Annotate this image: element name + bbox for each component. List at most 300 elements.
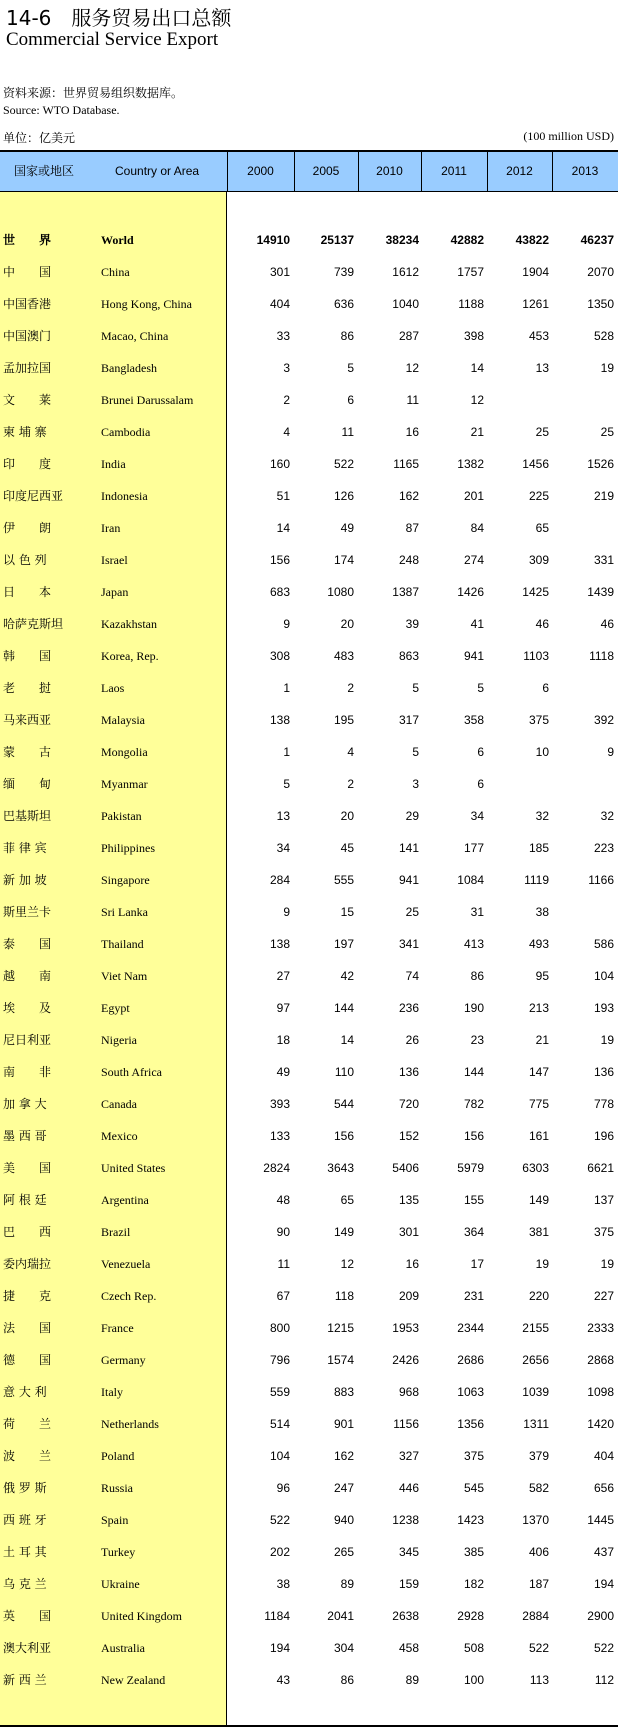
value-cell: 42 <box>340 969 354 983</box>
value-cell: 483 <box>333 649 354 663</box>
value-cell: 265 <box>333 1545 354 1559</box>
value-cell: 2686 <box>457 1353 484 1367</box>
country-name-cn: 缅 甸 <box>3 777 52 791</box>
value-cell: 1 <box>283 681 290 695</box>
value-cell: 39 <box>405 617 419 631</box>
table-row <box>0 768 618 800</box>
table-row <box>0 800 618 832</box>
value-cell <box>564 384 614 416</box>
country-name-en: Australia <box>101 1641 145 1655</box>
table-row <box>0 640 618 672</box>
value-cell: 96 <box>276 1481 290 1495</box>
value-cell: 34 <box>470 809 484 823</box>
table-row <box>0 896 618 928</box>
country-name-en: Sri Lanka <box>101 905 148 919</box>
value-cell: 5979 <box>457 1161 484 1175</box>
value-cell: 2 <box>283 393 290 407</box>
value-cell: 1423 <box>457 1513 484 1527</box>
country-name-en: United States <box>101 1161 166 1175</box>
country-name-en: Turkey <box>101 1545 136 1559</box>
value-cell: 1184 <box>264 1609 290 1623</box>
source-note-cn: 资料来源：世界贸易组织数据库。 <box>3 86 184 100</box>
value-cell: 1526 <box>587 457 614 471</box>
header-year: 2012 <box>506 164 533 178</box>
country-name-en: Mongolia <box>101 745 148 759</box>
table-row <box>0 864 618 896</box>
value-cell: 32 <box>535 809 549 823</box>
country-name-cn: 老 挝 <box>3 681 52 695</box>
value-cell: 89 <box>340 1577 354 1591</box>
value-cell: 223 <box>593 841 614 855</box>
value-cell: 941 <box>463 649 484 663</box>
value-cell: 379 <box>528 1449 549 1463</box>
value-cell: 138 <box>269 713 290 727</box>
country-name-en: Mexico <box>101 1129 138 1143</box>
value-cell: 118 <box>334 1289 354 1303</box>
country-name-en: Hong Kong, China <box>101 297 192 311</box>
value-cell: 778 <box>593 1097 614 1111</box>
country-name-en: Laos <box>101 681 125 695</box>
value-cell: 1356 <box>457 1417 484 1431</box>
value-cell: 544 <box>333 1097 354 1111</box>
value-cell: 1387 <box>392 585 419 599</box>
country-name-cn: 新 加 坡 <box>3 873 47 887</box>
page-title-en: Commercial Service Export <box>6 29 219 50</box>
value-cell: 385 <box>463 1545 484 1559</box>
value-cell: 195 <box>333 713 354 727</box>
value-cell: 582 <box>528 1481 549 1495</box>
value-cell: 800 <box>269 1321 290 1335</box>
value-cell: 375 <box>528 713 549 727</box>
country-name-cn: 印 度 <box>3 457 52 471</box>
value-cell: 1953 <box>392 1321 419 1335</box>
country-name-cn: 菲 律 宾 <box>3 841 47 855</box>
country-name-en: Brazil <box>101 1225 131 1239</box>
table-row <box>0 1536 618 1568</box>
value-cell: 31 <box>470 905 484 919</box>
value-cell: 284 <box>269 873 290 887</box>
value-cell: 4 <box>283 425 290 439</box>
value-cell: 14 <box>340 1033 354 1047</box>
value-cell: 46237 <box>580 233 614 247</box>
value-cell: 156 <box>333 1129 354 1143</box>
value-cell: 10 <box>535 745 549 759</box>
value-cell: 46 <box>535 617 549 631</box>
value-cell: 14 <box>276 521 290 535</box>
table-row <box>0 480 618 512</box>
country-name-cn: 加 拿 大 <box>3 1097 47 1111</box>
country-name-en: Nigeria <box>101 1033 137 1047</box>
value-cell: 14 <box>470 361 484 375</box>
value-cell: 144 <box>333 1001 354 1015</box>
country-name-en: Spain <box>101 1513 129 1527</box>
value-cell: 209 <box>398 1289 419 1303</box>
value-cell: 636 <box>333 297 354 311</box>
country-name-en: Singapore <box>101 873 150 887</box>
value-cell: 528 <box>593 329 614 343</box>
country-name-en: World <box>101 233 134 247</box>
country-name-cn: 以 色 列 <box>3 553 47 567</box>
value-cell: 1370 <box>522 1513 549 1527</box>
value-cell: 1080 <box>327 585 354 599</box>
value-cell: 32 <box>600 809 614 823</box>
value-cell: 219 <box>593 489 614 503</box>
table-row <box>0 416 618 448</box>
unit-label-en: (100 million USD) <box>523 129 614 143</box>
value-cell: 287 <box>398 329 419 343</box>
value-cell: 1311 <box>523 1417 549 1431</box>
value-cell: 225 <box>528 489 549 503</box>
table-row <box>0 1056 618 1088</box>
value-cell: 65 <box>340 1193 354 1207</box>
value-cell: 100 <box>463 1673 484 1687</box>
table-top-rule <box>0 150 618 152</box>
value-cell: 86 <box>470 969 484 983</box>
value-cell: 2824 <box>263 1161 290 1175</box>
value-cell <box>564 768 614 800</box>
value-cell: 9 <box>283 905 290 919</box>
table-row <box>0 704 618 736</box>
value-cell: 174 <box>333 553 354 567</box>
value-cell: 14910 <box>256 233 290 247</box>
country-name-cn: 美 国 <box>3 1161 52 1175</box>
value-cell: 20 <box>340 617 354 631</box>
country-name-cn: 西 班 牙 <box>3 1513 47 1527</box>
country-name-cn: 印度尼西亚 <box>3 489 64 503</box>
country-name-cn: 波 兰 <box>3 1449 52 1463</box>
value-cell: 160 <box>269 457 290 471</box>
value-cell: 1420 <box>587 1417 614 1431</box>
country-name-cn: 尼日利亚 <box>3 1033 52 1047</box>
value-cell: 18 <box>276 1033 290 1047</box>
country-name-en: Ukraine <box>101 1577 140 1591</box>
value-cell: 508 <box>463 1641 484 1655</box>
value-cell: 1188 <box>458 297 484 311</box>
value-cell <box>499 384 549 416</box>
value-cell: 308 <box>269 649 290 663</box>
value-cell: 16 <box>405 425 419 439</box>
value-cell: 86 <box>340 329 354 343</box>
value-cell: 113 <box>529 1673 549 1687</box>
table-row <box>0 608 618 640</box>
table-row <box>0 1568 618 1600</box>
value-cell: 25137 <box>320 233 354 247</box>
value-cell: 301 <box>269 265 290 279</box>
value-cell: 1098 <box>587 1385 614 1399</box>
country-name-cn: 蒙 古 <box>3 745 52 759</box>
table-header <box>0 152 618 192</box>
table-row <box>0 1152 618 1184</box>
value-cell: 5 <box>347 361 354 375</box>
value-cell: 161 <box>528 1129 549 1143</box>
value-cell: 38234 <box>385 233 419 247</box>
table-row <box>0 1120 618 1152</box>
country-name-cn: 孟加拉国 <box>3 361 52 375</box>
country-name-en: Japan <box>101 585 129 599</box>
value-cell: 2 <box>347 777 354 791</box>
value-cell: 720 <box>398 1097 419 1111</box>
value-cell: 19 <box>600 1257 614 1271</box>
country-name-en: New Zealand <box>101 1673 166 1687</box>
country-name-en: South Africa <box>101 1065 162 1079</box>
country-name-en: Russia <box>101 1481 134 1495</box>
value-cell: 104 <box>593 969 614 983</box>
data-table <box>0 150 618 1728</box>
country-name-en: France <box>101 1321 134 1335</box>
value-cell: 1156 <box>393 1417 419 1431</box>
value-cell: 2041 <box>327 1609 354 1623</box>
value-cell: 182 <box>463 1577 484 1591</box>
country-name-cn: 澳大利亚 <box>3 1641 52 1655</box>
value-cell: 49 <box>340 521 354 535</box>
value-cell: 863 <box>398 649 419 663</box>
value-cell: 162 <box>398 489 419 503</box>
country-name-en: Poland <box>101 1449 135 1463</box>
value-cell: 358 <box>463 713 484 727</box>
value-cell: 110 <box>334 1065 354 1079</box>
value-cell: 2900 <box>587 1609 614 1623</box>
value-cell: 147 <box>528 1065 549 1079</box>
country-name-cn: 法 国 <box>3 1321 52 1335</box>
value-cell: 739 <box>333 265 354 279</box>
country-name-cn: 委内瑞拉 <box>3 1257 52 1271</box>
table-row <box>0 1632 618 1664</box>
value-cell: 304 <box>333 1641 354 1655</box>
value-cell: 1612 <box>392 265 419 279</box>
country-name-cn: 马来西亚 <box>3 713 52 727</box>
value-cell: 555 <box>333 873 354 887</box>
country-name-en: Kazakhstan <box>101 617 157 631</box>
value-cell: 2884 <box>522 1609 549 1623</box>
value-cell: 1119 <box>524 873 549 887</box>
value-cell <box>564 672 614 704</box>
value-cell: 453 <box>528 329 549 343</box>
value-cell: 437 <box>593 1545 614 1559</box>
value-cell: 274 <box>463 553 484 567</box>
value-cell: 137 <box>593 1193 614 1207</box>
country-name-cn: 世 界 <box>3 233 52 247</box>
table-row <box>0 512 618 544</box>
country-name-en: Philippines <box>101 841 156 855</box>
value-cell: 65 <box>535 521 549 535</box>
country-name-en: Malaysia <box>101 713 145 727</box>
value-cell: 1350 <box>587 297 614 311</box>
value-cell: 413 <box>463 937 484 951</box>
value-cell: 6303 <box>522 1161 549 1175</box>
value-cell: 95 <box>535 969 549 983</box>
value-cell: 25 <box>405 905 419 919</box>
table-row <box>0 1088 618 1120</box>
value-cell: 13 <box>276 809 290 823</box>
value-cell: 2426 <box>392 1353 419 1367</box>
value-cell: 1215 <box>327 1321 354 1335</box>
value-cell: 6621 <box>587 1161 614 1175</box>
country-name-cn: 巴基斯坦 <box>3 809 52 823</box>
value-cell: 156 <box>463 1129 484 1143</box>
value-cell: 1039 <box>522 1385 549 1399</box>
table-row <box>0 1344 618 1376</box>
header-year: 2013 <box>571 164 599 178</box>
value-cell: 97 <box>276 1001 290 1015</box>
table-row <box>0 352 618 384</box>
value-cell: 149 <box>333 1225 354 1239</box>
value-cell: 135 <box>398 1193 419 1207</box>
table-row <box>0 1312 618 1344</box>
value-cell: 345 <box>398 1545 419 1559</box>
country-name-en: Macao, China <box>101 329 169 343</box>
source-note-en: Source: WTO Database. <box>3 103 120 117</box>
value-cell: 34 <box>276 841 290 855</box>
country-name-cn: 俄 罗 斯 <box>3 1481 47 1495</box>
table-row <box>0 1472 618 1504</box>
country-name-cn: 捷 克 <box>3 1289 52 1303</box>
value-cell: 4 <box>347 745 354 759</box>
value-cell: 38 <box>535 905 549 919</box>
value-cell: 775 <box>528 1097 549 1111</box>
country-name-en: Egypt <box>101 1001 130 1015</box>
value-cell: 6 <box>347 393 354 407</box>
value-cell: 1063 <box>457 1385 484 1399</box>
value-cell: 5 <box>477 681 484 695</box>
country-name-cn: 意 大 利 <box>3 1385 47 1399</box>
value-cell: 27 <box>276 969 290 983</box>
value-cell: 12 <box>405 361 419 375</box>
country-name-cn: 巴 西 <box>3 1225 52 1239</box>
value-cell: 89 <box>405 1673 419 1687</box>
value-cell: 331 <box>593 553 614 567</box>
country-name-cn: 土 耳 其 <box>3 1545 47 1559</box>
country-name-en: Argentina <box>101 1193 149 1207</box>
value-cell: 6 <box>542 681 549 695</box>
value-cell: 51 <box>276 489 290 503</box>
value-cell: 20 <box>340 809 354 823</box>
header-year: 2010 <box>376 164 403 178</box>
value-cell: 522 <box>593 1641 614 1655</box>
value-cell: 21 <box>535 1033 549 1047</box>
value-cell: 144 <box>463 1065 484 1079</box>
table-row <box>0 576 618 608</box>
value-cell: 138 <box>269 937 290 951</box>
value-cell: 11 <box>406 393 419 407</box>
value-cell: 5 <box>412 681 419 695</box>
value-cell: 1904 <box>522 265 549 279</box>
value-cell: 398 <box>463 329 484 343</box>
value-cell: 1425 <box>522 585 549 599</box>
value-cell: 90 <box>276 1225 290 1239</box>
value-cell: 1445 <box>587 1513 614 1527</box>
country-name-cn: 荷 兰 <box>3 1417 52 1431</box>
value-cell: 155 <box>463 1193 484 1207</box>
value-cell: 126 <box>333 489 354 503</box>
value-cell: 2344 <box>457 1321 484 1335</box>
table-row <box>0 1504 618 1536</box>
country-name-cn: 阿 根 廷 <box>3 1193 47 1207</box>
value-cell: 1040 <box>392 297 419 311</box>
value-cell: 190 <box>463 1001 484 1015</box>
table-bottom-rule <box>0 1725 618 1727</box>
value-cell <box>564 512 614 544</box>
value-cell: 522 <box>269 1513 290 1527</box>
country-name-en: Myanmar <box>101 777 148 791</box>
value-cell: 19 <box>600 1033 614 1047</box>
value-cell: 196 <box>593 1129 614 1143</box>
country-name-en: China <box>101 265 130 279</box>
value-cell: 194 <box>593 1577 614 1591</box>
value-cell: 406 <box>528 1545 549 1559</box>
country-name-en: Germany <box>101 1353 146 1367</box>
value-cell: 104 <box>269 1449 290 1463</box>
table-row <box>0 1024 618 1056</box>
value-cell: 6 <box>477 777 484 791</box>
value-cell: 1382 <box>457 457 484 471</box>
value-cell: 522 <box>333 457 354 471</box>
country-name-en: Brunei Darussalam <box>101 393 194 407</box>
country-name-en: Bangladesh <box>101 361 157 375</box>
value-cell: 2155 <box>522 1321 549 1335</box>
value-cell: 11 <box>341 425 354 439</box>
table-row <box>0 1440 618 1472</box>
value-cell: 193 <box>593 1001 614 1015</box>
country-name-en: Korea, Rep. <box>101 649 159 663</box>
value-cell: 19 <box>600 361 614 375</box>
value-cell: 227 <box>593 1289 614 1303</box>
value-cell: 74 <box>405 969 419 983</box>
value-cell: 2638 <box>392 1609 419 1623</box>
value-cell: 201 <box>463 489 484 503</box>
value-cell: 1084 <box>457 873 484 887</box>
value-cell: 38 <box>276 1577 290 1591</box>
value-cell: 86 <box>340 1673 354 1687</box>
table-row <box>0 1280 618 1312</box>
value-cell: 796 <box>269 1353 290 1367</box>
value-cell: 46 <box>600 617 614 631</box>
value-cell: 1166 <box>588 873 614 887</box>
table-row <box>0 1408 618 1440</box>
country-name-cn: 韩 国 <box>3 649 52 663</box>
value-cell: 23 <box>470 1033 484 1047</box>
value-cell: 1757 <box>457 265 484 279</box>
value-cell: 782 <box>463 1097 484 1111</box>
value-cell: 404 <box>269 297 290 311</box>
country-name-cn: 乌 克 兰 <box>3 1577 47 1591</box>
value-cell: 16 <box>405 1257 419 1271</box>
table-row <box>0 448 618 480</box>
value-cell: 1426 <box>457 585 484 599</box>
country-name-cn: 英 国 <box>3 1609 52 1623</box>
value-cell: 404 <box>593 1449 614 1463</box>
value-cell: 1165 <box>393 457 419 471</box>
value-cell: 84 <box>470 521 484 535</box>
value-cell: 136 <box>593 1065 614 1079</box>
value-cell: 15 <box>340 905 354 919</box>
country-name-en: Indonesia <box>101 489 148 503</box>
country-name-en: Czech Rep. <box>101 1289 157 1303</box>
table-row <box>0 960 618 992</box>
value-cell: 656 <box>593 1481 614 1495</box>
header-country-cn: 国家或地区 <box>14 164 75 178</box>
table-row <box>0 544 618 576</box>
table-row <box>0 1376 618 1408</box>
table-row <box>0 224 618 256</box>
value-cell: 197 <box>333 937 354 951</box>
value-cell: 2333 <box>587 1321 614 1335</box>
country-name-cn: 新 西 兰 <box>3 1673 47 1687</box>
value-cell: 194 <box>269 1641 290 1655</box>
value-cell: 41 <box>470 617 484 631</box>
value-cell: 1103 <box>523 649 549 663</box>
country-name-cn: 中 国 <box>3 265 52 279</box>
table-row <box>0 736 618 768</box>
